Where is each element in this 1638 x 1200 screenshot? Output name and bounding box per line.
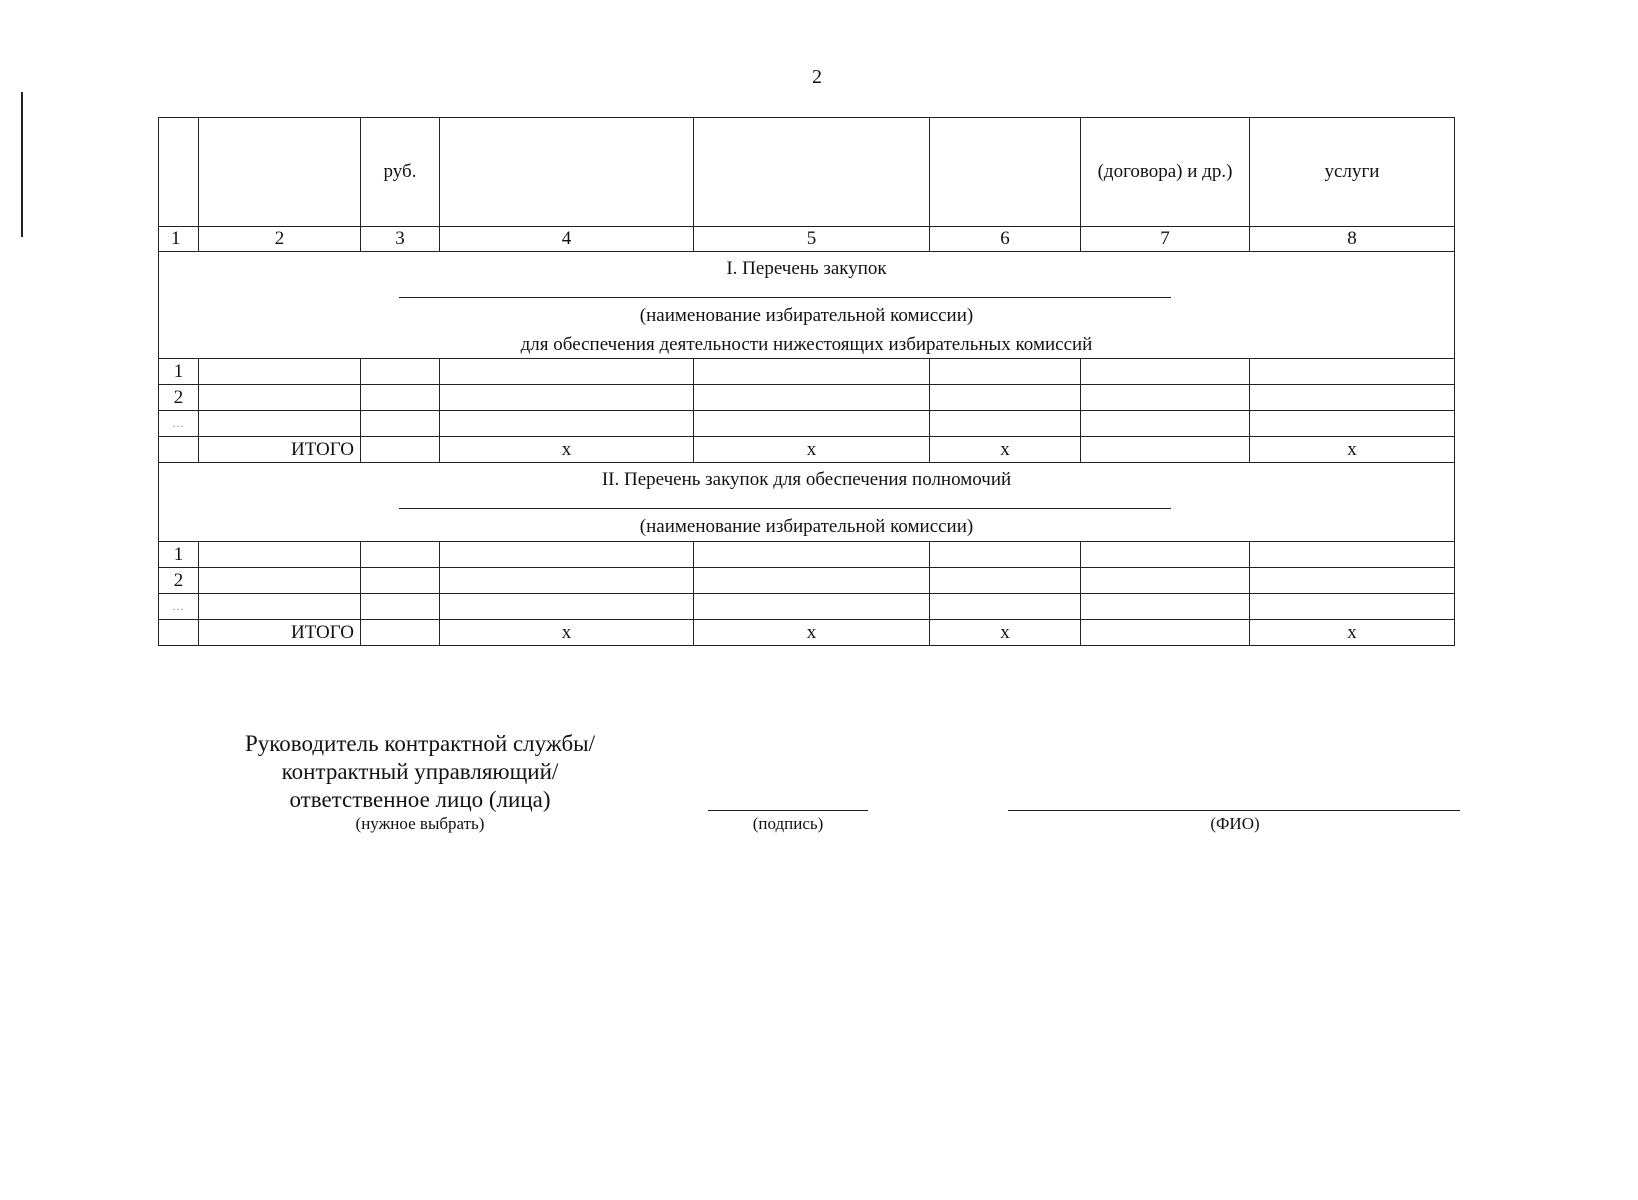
section-1-heading-row [159,252,1455,359]
table-row [159,542,1455,568]
column-number: 5 [694,227,930,252]
section-1-fill-line [399,297,1171,298]
total-mark: x [440,620,694,646]
column-number: 7 [1081,227,1250,252]
column-number-row [159,227,1455,252]
row-number: 1 [159,542,199,568]
scan-margin-mark [21,92,23,237]
section-2-title: II. Перечень закупок для обеспечения полномочий [601,469,1012,490]
total-mark: x [930,437,1081,463]
procurement-table [158,117,1455,646]
table-row [159,411,1455,437]
total-mark: x [440,437,694,463]
role-line: контрактный управляющий/ [281,759,559,784]
role-line: ответственное лицо (лица) [289,787,551,812]
role-line: Руководитель контрактной службы/ [245,731,595,756]
column-number: 2 [199,227,361,252]
section-1-caption: (наименование избирательной комиссии) [639,305,974,326]
total-row [159,620,1455,646]
row-number: 2 [159,385,199,411]
column-number: 6 [930,227,1081,252]
header-cell: руб. [361,118,440,227]
total-label: ИТОГО [199,437,361,463]
total-mark: x [930,620,1081,646]
column-number: 3 [361,227,440,252]
total-row [159,437,1455,463]
name-line [1008,810,1460,811]
row-number: 2 [159,568,199,594]
header-cell: услуги [1250,118,1455,227]
header-row [159,118,1455,227]
column-number: 1 [159,227,199,252]
header-cell [199,118,361,227]
row-number: 1 [159,359,199,385]
table-row [159,359,1455,385]
section-1-title: I. Перечень закупок [726,258,887,279]
role-note: (нужное выбрать) [355,814,485,833]
header-cell: (договора) и др.) [1081,118,1250,227]
column-number: 8 [1250,227,1455,252]
section-2-caption: (наименование избирательной комиссии) [639,516,974,537]
total-mark [1081,620,1250,646]
section-2-fill-line [399,508,1171,509]
signature-line [708,810,868,811]
total-mark: x [694,620,930,646]
page-number: 2 [812,66,822,88]
header-cell [159,118,199,227]
header-cell [694,118,930,227]
total-mark: x [1250,620,1455,646]
total-mark: x [1250,437,1455,463]
section-2-heading [159,463,1454,541]
total-label: ИТОГО [199,620,361,646]
section-1-subtitle: для обеспечения деятельности нижестоящих избирательных комиссий [520,334,1093,355]
signatory-role [220,730,620,814]
header-cell [440,118,694,227]
row-number: … [159,594,199,620]
header-cell [930,118,1081,227]
section-1-heading [159,252,1454,358]
signature-caption: (подпись) [752,814,824,833]
name-caption: (ФИО) [1210,814,1260,833]
table-row [159,594,1455,620]
total-mark [1081,437,1250,463]
column-number: 4 [440,227,694,252]
total-mark: x [694,437,930,463]
row-number: … [159,411,199,437]
section-2-heading-row [159,463,1455,542]
table-row [159,568,1455,594]
table-row [159,385,1455,411]
